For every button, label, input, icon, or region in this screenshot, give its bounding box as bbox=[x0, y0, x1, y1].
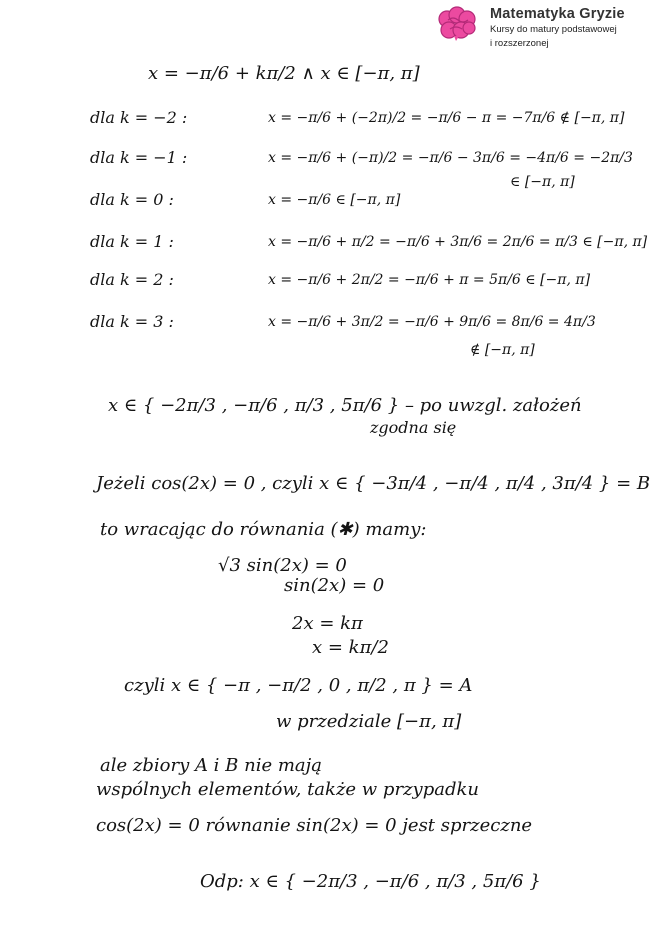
case-label: dla k = 1 : bbox=[90, 232, 174, 251]
equation: x = kπ/2 bbox=[312, 637, 389, 658]
interval-note: w przedziale [−π, π] bbox=[276, 711, 462, 732]
case-label: dla k = −1 : bbox=[90, 148, 188, 167]
case-expression: x = −π/6 + 2π/2 = −π/6 + π = 5π/6 ∈ [−π, π] bbox=[268, 272, 591, 288]
general-solution: x = −π/6 + kπ/2 ∧ x ∈ [−π, π] bbox=[148, 63, 420, 84]
conclusion-line: wspólnych elementów, także w przypadku bbox=[96, 779, 479, 800]
brand-subtitle-1: Kursy do matury podstawowej bbox=[490, 24, 617, 35]
case-note: ∉ [−π, π] bbox=[470, 342, 535, 358]
equation: √3 sin(2x) = 0 bbox=[218, 555, 347, 576]
conclusion-line: ale zbiory A i B nie mają bbox=[100, 755, 322, 776]
case-expression: x = −π/6 + (−π)/2 = −π/6 − 3π/6 = −4π/6 = −2π/3 bbox=[268, 150, 633, 166]
case-note: ∈ [−π, π] bbox=[510, 174, 575, 190]
case-expression: x = −π/6 + π/2 = −π/6 + 3π/6 = 2π/6 = π/3 ∈ [−π, π] bbox=[268, 234, 648, 250]
set-a: czyli x ∈ { −π , −π/2 , 0 , π/2 , π } = A bbox=[124, 675, 473, 696]
second-case-condition: Jeżeli cos(2x) = 0 , czyli x ∈ { −3π/4 , −π/4 , π/4 , 3π/4 } = B bbox=[96, 473, 651, 494]
equation: 2x = kπ bbox=[292, 613, 363, 634]
equation: sin(2x) = 0 bbox=[284, 575, 385, 596]
case-expression: x = −π/6 ∈ [−π, π] bbox=[268, 192, 401, 208]
second-case-intro: to wracając do równania (✱) mamy: bbox=[100, 519, 427, 540]
solution-set-note: zgodna się bbox=[370, 418, 457, 437]
answer: Odp: x ∈ { −2π/3 , −π/6 , π/3 , 5π/6 } bbox=[200, 871, 541, 892]
brand-subtitle-2: i rozszerzonej bbox=[490, 38, 549, 49]
case-label: dla k = 0 : bbox=[90, 190, 174, 209]
case-label: dla k = 3 : bbox=[90, 312, 174, 331]
case-expression: x = −π/6 + 3π/2 = −π/6 + 9π/6 = 8π/6 = 4π/3 bbox=[268, 314, 596, 330]
brand-title: Matematyka Gryzie bbox=[490, 6, 625, 22]
brain-icon bbox=[436, 6, 478, 42]
conclusion-line: cos(2x) = 0 równanie sin(2x) = 0 jest sprzeczne bbox=[96, 815, 533, 836]
case-label: dla k = 2 : bbox=[90, 270, 174, 289]
solution-set: x ∈ { −2π/3 , −π/6 , π/3 , 5π/6 } – po uwzgl. założeń bbox=[108, 395, 582, 416]
case-expression: x = −π/6 + (−2π)/2 = −π/6 − π = −7π/6 ∉ [−π, π] bbox=[268, 110, 625, 126]
brand bbox=[490, 6, 660, 50]
case-label: dla k = −2 : bbox=[90, 108, 188, 127]
